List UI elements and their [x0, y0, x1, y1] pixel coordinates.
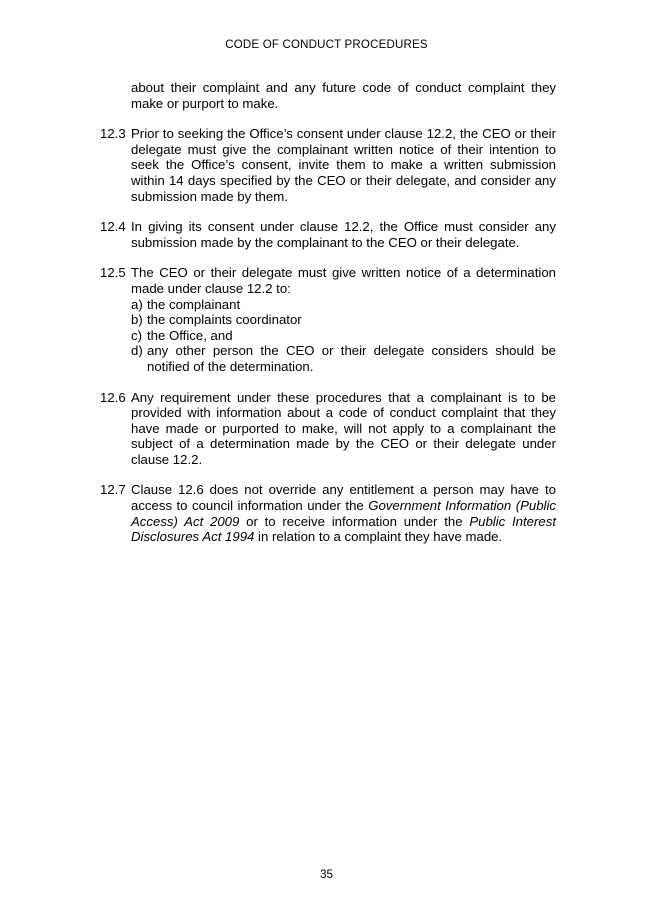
clause-12-3: [100, 126, 556, 204]
document-body: [100, 80, 556, 560]
list-item-marker: b): [131, 312, 143, 328]
list-item-marker: a): [131, 296, 143, 312]
list-item-marker: d): [131, 343, 143, 359]
clause-text: [131, 482, 556, 544]
clause-12-6: [100, 390, 556, 468]
list-item: [100, 328, 556, 344]
clause-text: In giving its consent under clause 12.2, the Office must consider any submission made by the complainant to the CEO or their delegate.: [131, 219, 556, 250]
list-item: [100, 297, 556, 313]
clause-text: Prior to seeking the Office’s consent under clause 12.2, the CEO or their delegate must give the complainant written notice of their intention to seek the Office’s consent, invite them to make a written submission within 14 days specified by the CEO or their delegate, and consider any submission made by them.: [131, 126, 556, 204]
list-item-text: the complainant: [147, 296, 241, 312]
act-title-gipa: Government Information (Public Access) Act 2009: [131, 498, 557, 529]
clause-text: Any requirement under these procedures that a complainant is to be provided with information about a code of conduct complaint that they have made or purported to make, will not apply to a complainant the subject of a determination made by the CEO or their delegate under clause 12.2.: [131, 389, 556, 467]
clause-12-5: [100, 265, 556, 374]
clause-number: 12.3: [100, 126, 126, 142]
clause-12-7: [100, 482, 556, 544]
clause-text: The CEO or their delegate must give written notice of a determination made under clause 12.2 to:: [131, 265, 556, 296]
clause-12-4: [100, 219, 556, 250]
clause-text-part: Clause 12.6 does not override any entitlement a person may have to access to council information under the: [131, 482, 556, 514]
act-title-pid: Public Interest Disclosures Act 1994: [131, 513, 557, 545]
list-item-text: the Office, and: [147, 327, 233, 343]
clause-text-part: in relation to a complaint they have made.: [254, 529, 503, 545]
list-item-text: the complaints coordinator: [147, 312, 302, 328]
list-item-text: any other person the CEO or their delegate considers should be notified of the determination.: [147, 343, 556, 374]
clause-number: 12.7: [100, 482, 126, 498]
list-item-marker: c): [131, 327, 142, 343]
continuation-paragraph: about their complaint and any future code of conduct complaint they make or purport to make.: [131, 80, 556, 111]
list-item: [100, 312, 556, 328]
sub-list: [100, 297, 556, 375]
page-number: 35: [320, 869, 333, 881]
clause-number: 12.6: [100, 389, 126, 405]
page-header: CODE OF CONDUCT PROCEDURES: [225, 39, 428, 51]
clause-text-part: or to receive information under the: [239, 513, 470, 529]
list-item: [100, 343, 556, 374]
clause-number: 12.5: [100, 265, 126, 281]
clause-number: 12.4: [100, 219, 126, 235]
